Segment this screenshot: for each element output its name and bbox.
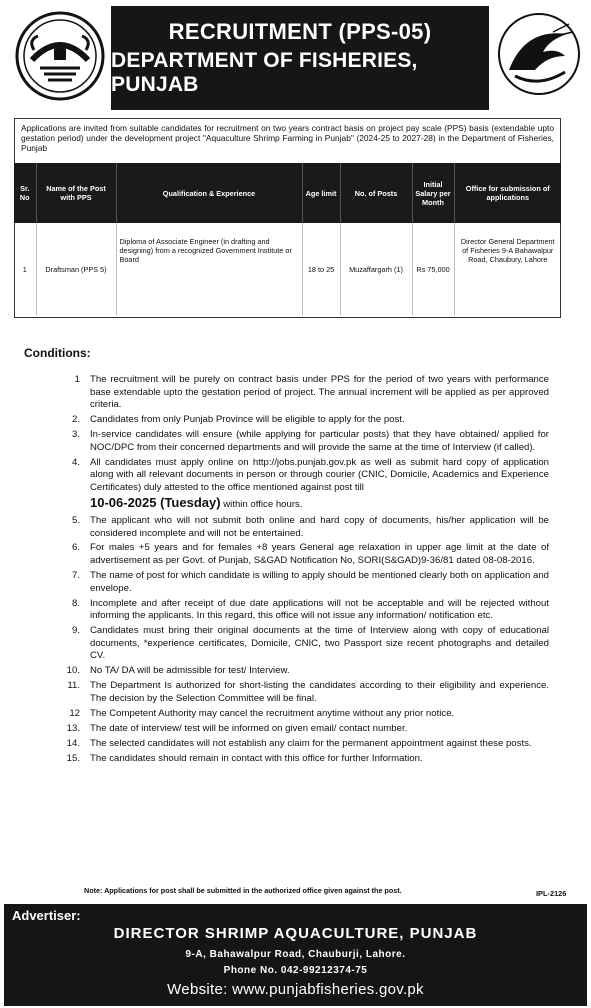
list-item: 5. The applicant who will not submit both online and hard copy of documents, his/her application will be considered incomplete and will not be entertained.	[71, 514, 549, 539]
punjab-emblem-icon	[14, 10, 106, 102]
col-header-posts: No. of Posts	[340, 163, 412, 223]
col-header-sr: Sr. No	[14, 163, 36, 223]
list-item: 4. All candidates must apply online on http://jobs.punjab.gov.pk as well as submit hard copy of application along with all relevant documents in person or through courier (CNIC, Domicile, Academics and Experience Certificates) duly attested to the office mentioned against post till 10-06-2025 (Tuesday) within office hours.	[40, 457, 549, 513]
advertiser-label: Advertiser:	[12, 908, 81, 923]
list-item: 1 The recruitment will be purely on contract basis under PPS for the period of two years with performance base extendable upto the gestation period of project. The annual increment will be applied as per approved criteria.	[74, 374, 549, 411]
intro-text: Applications are invited from suitable candidates for recruitment on two years contract basis on project pay scale (PPS) basis (extendable upto gestation period) under the development project "Aquaculture Shrimp Farming in Punjab" (2024-25 to 2027-28) in the Department of Fisheries, Punjab	[21, 123, 554, 153]
conditions-list	[40, 374, 549, 768]
list-item: 9. Candidates must bring their original documents at the time of Interview along with copy of educational documents, *experience certificates, Domicile, CNIC, two Passport size recent photographs and detailed CV.	[71, 625, 549, 662]
cell-posts: Muzaffargarh (1)	[340, 223, 412, 315]
advertiser-address: 9-A, Bahawalpur Road, Chauburji, Lahore.	[185, 949, 406, 960]
list-item: 14. The selected candidates will not establish any claim for the permanent appointment against these posts.	[66, 737, 532, 749]
list-item: 6. For males +5 years and for females +8 years General age relaxation in upper age limit at the date of advertisement as per Govt. of Punjab, S&GAD Notification No, SORI(S&GAD)9-36/81 dated 08-08-2016.	[71, 542, 549, 567]
posts-table	[14, 163, 561, 315]
list-item: 10. No TA/ DA will be admissible for test/ Interview.	[66, 665, 290, 677]
submission-note: Note: Applications for post shall be submitted in the authorized office given against the post.	[84, 886, 402, 895]
cell-age: 18 to 25	[302, 223, 340, 315]
col-header-age: Age limit	[302, 163, 340, 223]
title-banner	[111, 6, 489, 110]
list-item: 8. Incomplete and after receipt of due date applications will not be acceptable and will be rejected without informing the applicants. In this regard, this office will not issue any information/ notification etc.	[71, 597, 549, 622]
list-item: 12 The Competent Authority may cancel the recruitment anytime without any prior notice.	[69, 707, 455, 719]
cell-qualification: Diploma of Associate Engineer (in drafting and designing) from a recognized Government Institute or Board	[116, 223, 302, 315]
table-header-row	[14, 163, 561, 223]
advertiser-footer	[4, 904, 587, 1006]
col-header-salary: Initial Salary per Month	[412, 163, 454, 223]
ad-header	[0, 0, 591, 114]
col-header-post: Name of the Post with PPS	[36, 163, 116, 223]
cell-salary: Rs 75,000	[412, 223, 454, 315]
cell-post: Draftsman (PPS 5)	[36, 223, 116, 315]
fisheries-logo-icon	[495, 10, 583, 106]
list-item: 7. The name of post for which candidate is willing to apply should be mentioned clearly both on application and envelope.	[71, 570, 549, 594]
advertiser-website: Website: www.punjabfisheries.gov.pk	[167, 981, 424, 998]
list-item: 13. The date of interview/ test will be informed on given email/ contact number.	[66, 722, 408, 734]
cell-sr: 1	[14, 223, 36, 315]
list-item: 15. The candidates should remain in contact with this office for further Information.	[66, 752, 423, 764]
advertiser-phone: Phone No. 042-99212374-75	[223, 965, 368, 976]
title-line-2: DEPARTMENT OF FISHERIES, PUNJAB	[111, 49, 418, 96]
table-row	[14, 223, 561, 315]
title-line-1: RECRUITMENT (PPS-05)	[168, 19, 432, 44]
advertiser-name: DIRECTOR SHRIMP AQUACULTURE, PUNJAB	[113, 925, 478, 942]
ipl-code: IPL-2126	[536, 889, 567, 898]
col-header-office: Office for submission of applications	[454, 163, 561, 223]
conditions-heading: Conditions:	[24, 346, 91, 360]
list-item: 3. In-service candidates will ensure (while applying for particular posts) that they have obtained/ applied for NOC/DPC from their concerned departments and will provide the same at the time of Interview (if called).	[71, 429, 549, 453]
cell-office: Director General Department of Fisheries 9-A Bahawalpur Road, Chaubury, Lahore	[460, 237, 555, 264]
deadline-date: 10-06-2025 (Tuesday) within office hours.	[90, 494, 303, 510]
col-header-qualification: Qualification & Experience	[116, 163, 302, 223]
list-item: 11. The Department Is authorized for short-listing the candidates according to their eligibility and experience. The decision by the Selection Committee will be final.	[67, 680, 549, 704]
list-item: 2. Candidates from only Punjab Province will be eligible to apply for the post.	[71, 414, 405, 426]
